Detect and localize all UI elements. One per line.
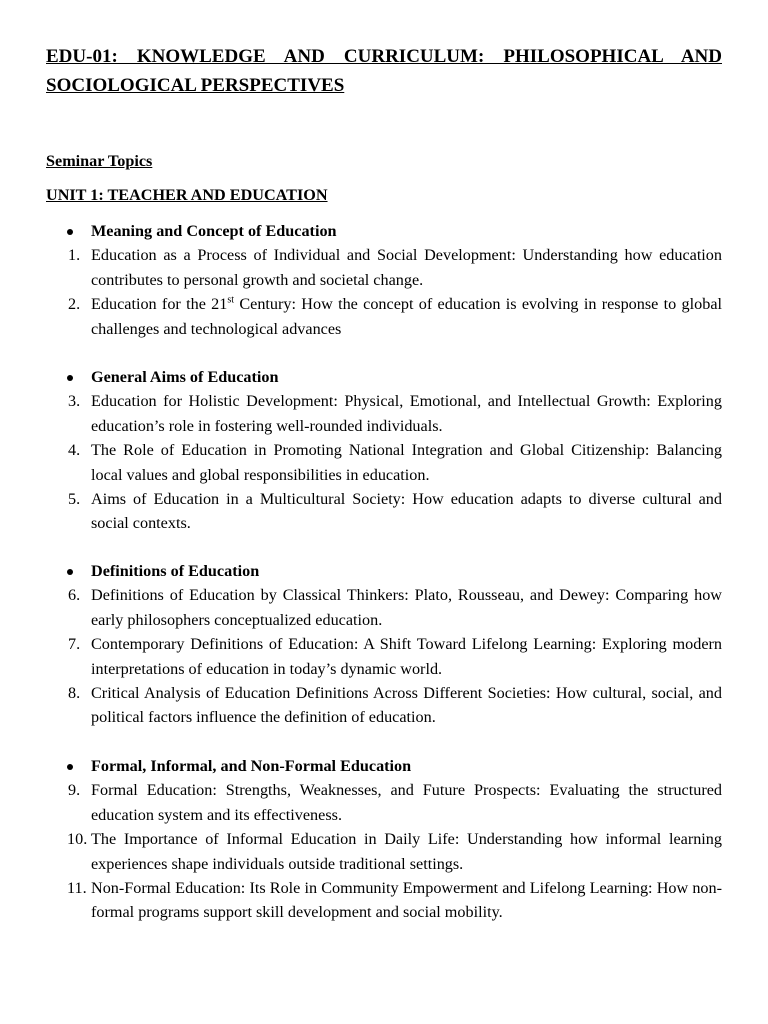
list-item [46, 827, 722, 876]
title-line-1 [46, 42, 722, 71]
section-heading-text: Formal, Informal, and Non-Formal Education [91, 757, 412, 775]
item-text: Critical Analysis of Education Definitions Across Different Societies: How cultural, social, and political factors influence the definition of education. [91, 684, 722, 727]
bullet-icon [67, 375, 73, 381]
item-text: Education for Holistic Development: Physical, Emotional, and Intellectual Growth: Exploring education’s role in fostering well-rounded individuals. [91, 392, 722, 435]
item-text-after: Century: How the concept of education is evolving in response to global challenges and technological advances [91, 295, 723, 338]
item-number: 9. [68, 781, 81, 800]
section-heading [46, 559, 722, 583]
unit-heading: UNIT 1: TEACHER AND EDUCATION [46, 186, 328, 204]
section-meaning-concept [46, 219, 722, 341]
section-general-aims [46, 365, 722, 536]
bullet-icon [67, 764, 73, 770]
item-number: 3. [68, 392, 81, 411]
item-number: 5. [68, 490, 81, 509]
section-definitions [46, 559, 722, 730]
list-item [46, 681, 722, 730]
list-item [46, 487, 722, 536]
list-item [46, 632, 722, 681]
item-number: 11. [67, 879, 87, 898]
bullet-icon [67, 229, 73, 235]
title-line-2: SOCIOLOGICAL PERSPECTIVES [46, 75, 345, 96]
list-item [46, 389, 722, 438]
item-text: Formal Education: Strengths, Weaknesses, and Future Prospects: Evaluating the structured education system and its effectiveness. [91, 781, 722, 824]
item-text: Contemporary Definitions of Education: A Shift Toward Lifelong Learning: Exploring modern interpretations of education in today’s dynamic world. [91, 635, 722, 678]
item-number: 4. [68, 441, 81, 460]
document-title [46, 42, 722, 100]
list-item [46, 292, 722, 341]
item-superscript: st [227, 294, 235, 306]
list-item [46, 778, 722, 827]
item-text: The Role of Education in Promoting National Integration and Global Citizenship: Balancing local values and global responsibilities in education. [91, 441, 722, 484]
item-number: 8. [68, 684, 81, 703]
item-text-before: Education for the 21 [91, 295, 228, 314]
item-number: 2. [68, 295, 81, 314]
item-text: Education as a Process of Individual and Social Development: Understanding how education contributes to personal growth and societal change. [91, 246, 722, 289]
section-heading [46, 754, 722, 778]
item-number: 7. [68, 635, 81, 654]
item-text: Definitions of Education by Classical Thinkers: Plato, Rousseau, and Dewey: Comparing how early philosophers conceptualized education. [91, 586, 722, 629]
item-text: The Importance of Informal Education in Daily Life: Understanding how informal learning experiences shape individuals outside traditional settings. [91, 830, 722, 873]
seminar-topics-heading: Seminar Topics [46, 152, 153, 170]
list-item [46, 243, 722, 292]
section-heading-text: General Aims of Education [91, 368, 279, 386]
list-item [46, 438, 722, 487]
item-number: 6. [68, 586, 81, 605]
title-line-1-text: EDU-01: KNOWLEDGE AND CURRICULUM: PHILOSOPHICAL AND [46, 46, 722, 67]
section-heading-text: Definitions of Education [91, 562, 260, 580]
item-text: Aims of Education in a Multicultural Society: How education adapts to diverse cultural and social contexts. [91, 490, 722, 533]
section-heading [46, 219, 722, 243]
item-text: Non-Formal Education: Its Role in Community Empowerment and Lifelong Learning: How non-formal programs support skill development and social mobility. [91, 879, 722, 922]
item-number: 1. [68, 246, 81, 265]
list-item [46, 583, 722, 632]
bullet-icon [67, 569, 73, 575]
section-formal-informal [46, 754, 722, 925]
section-heading [46, 365, 722, 389]
section-heading-text: Meaning and Concept of Education [91, 222, 337, 240]
item-number: 10. [67, 830, 88, 849]
list-item [46, 876, 722, 925]
